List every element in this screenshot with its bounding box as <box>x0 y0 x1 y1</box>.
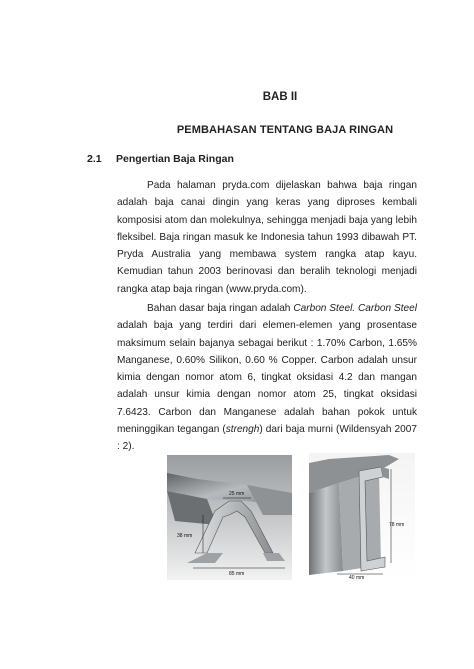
paragraph-2-italic-2: strengh <box>225 424 260 436</box>
paragraph-2-text-1: Bahan dasar baja ringan adalah <box>147 303 294 314</box>
paragraph-2-text-3: ) dari baja murni (Wildensyah 2007 : 2). <box>117 424 417 453</box>
reng-profile-illustration <box>167 455 292 580</box>
c-channel-illustration <box>309 453 415 580</box>
chapter-title: BAB II <box>262 91 298 103</box>
section-title: Pengertian Baja Ringan <box>116 153 234 165</box>
paragraph-2-text-2: adalah baja yang terdiri dari elemen-elemen yang prosentase maksimum selain bajanya sebagai berikut : 1.70% Carbon, 1.65% Manganese, 0.60% Silikon, 0.60 % Copper. Carbon adalah unsur kimia dengan nomor atom 6, tingkat oksidasi 4.2 dan mangan adalah unsur kimia dengan nomor atom 25, tingkat oksidasi 7.6423. Carbon dan Manganese adalah bahan pokok untuk meninggikan tegangan ( <box>117 320 417 436</box>
paragraph-1: Pada halaman pryda.com dijelaskan bahwa baja ringan adalah baja canai dingin yang keras yang diproses kembali komposisi atom dan molekulnya, sehingga menjadi baja yang lebih fleksibel. Baja ringan masuk ke Indonesia tahun 1993 dibawah PT. Pryda Australia yang membawa system rangka atap kayu. Kemudian tahun 2003 berinovasi dan beralih teknologi menjadi rangka atap baja ringan (www.pryda.com). <box>117 180 417 295</box>
dim-height-label: 78 mm <box>389 522 405 528</box>
dim-bottom-label: 85 mm <box>229 571 245 577</box>
paragraph-2-italic-1: Carbon Steel. Carbon Steel <box>293 303 417 314</box>
section-number: 2.1 <box>87 153 102 165</box>
dim-top-label: 25 mm <box>229 491 245 497</box>
reng-profile-photo <box>167 455 292 580</box>
dim-width-label: 40 mm <box>349 575 365 580</box>
c-channel-profile-photo <box>309 453 415 580</box>
paragraph-2 <box>117 300 417 456</box>
chapter-heading: PEMBAHASAN TENTANG BAJA RINGAN <box>176 124 394 136</box>
dim-left-label: 38 mm <box>177 533 193 539</box>
